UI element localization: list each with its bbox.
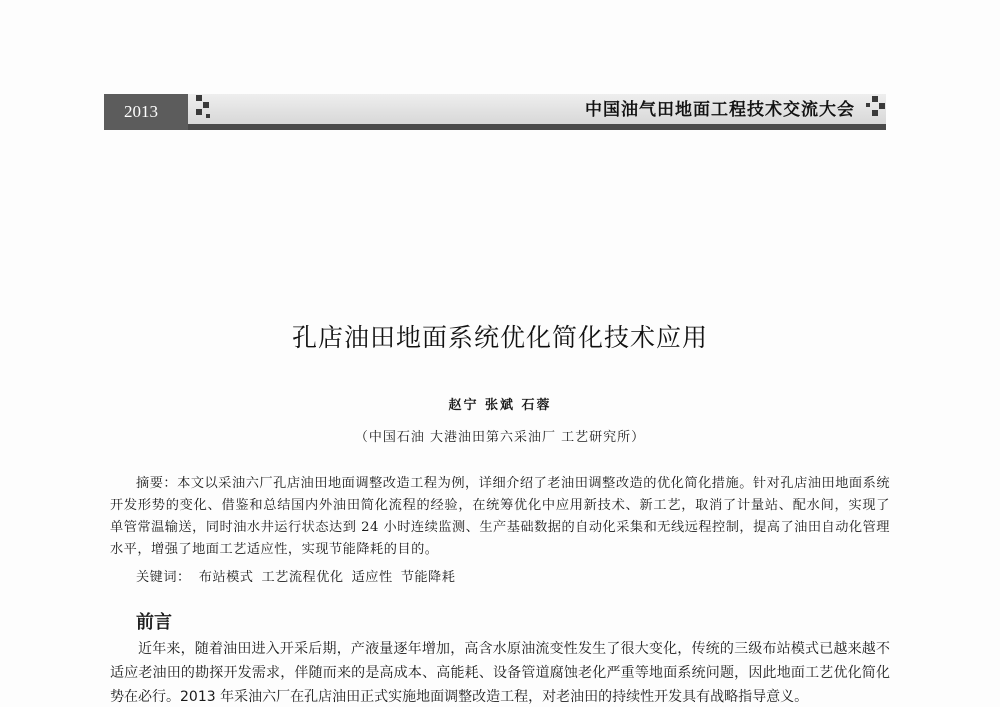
intro-text: 近年来，随着油田进入开采后期，产液量逐年增加，高含水原油流变性发生了很大变化，传统的三级布站模式已越来越不适应老油田的勘探开发需求，伴随而来的是高成本、高能耗、设备管道腐蚀老化严重等地面系统问题，因此地面工艺优化简化势在必行。2013 年采油六厂在孔店油田正式实施地面调整改造工程，对老油田的持续性开发具有战略指导意义。 — [110, 641, 890, 705]
keywords — [136, 566, 455, 585]
intro-paragraph — [110, 637, 890, 707]
keyword: 适应性 — [351, 570, 393, 585]
authors: 赵宁 张斌 石蓉 — [448, 398, 552, 413]
header-rule — [104, 124, 886, 130]
paper-title: 孔店油田地面系统优化简化技术应用 — [291, 323, 708, 352]
keyword: 节能降耗 — [400, 570, 456, 585]
affiliation: （中国石油 大港油田第六采油厂 工艺研究所） — [354, 430, 646, 445]
abstract-label: 摘要： — [136, 476, 178, 491]
conference-title: 中国油气田地面工程技术交流大会 — [585, 100, 855, 120]
abstract-text: 本文以采油六厂孔店油田地面调整改造工程为例，详细介绍了老油田调整改造的优化简化措施。针对孔店油田地面系统开发形势的变化、借鉴和总结国内外油田简化流程的经验，在统筹优化中应用新技术、新工艺，取消了计量站、配水间，实现了单管常温输送，同时油水井运行状态达到 24 小时连续监测、生产基础数据的自动化采集和无线远程控制，提高了油田自动化管理水平，增强了地面工艺适应性，实现节能降耗的目的。 — [110, 476, 891, 557]
header-year: 2013 — [104, 94, 188, 130]
section-heading: 前言 — [136, 612, 172, 633]
abstract — [110, 473, 890, 561]
keywords-label: 关键词： — [136, 570, 191, 585]
keyword: 工艺流程优化 — [261, 570, 344, 585]
keyword: 布站模式 — [198, 570, 254, 585]
